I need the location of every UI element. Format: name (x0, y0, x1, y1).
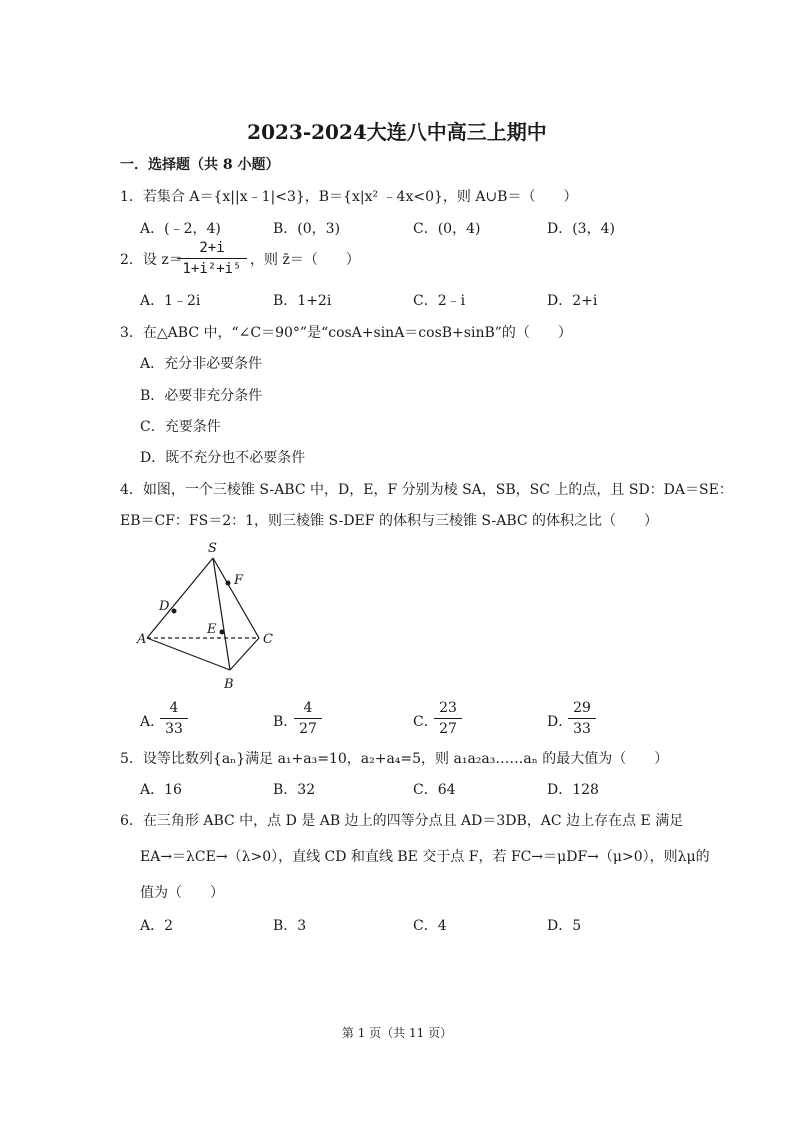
q5-option-c: C．64 (413, 782, 456, 798)
q2-option-c: C．2﹣i (413, 293, 466, 309)
fraction-bar (177, 258, 247, 259)
q4-option-d-fraction (568, 700, 596, 737)
question-2-fraction (177, 240, 247, 277)
q4-option-d-label: D． (547, 714, 573, 730)
label-E: E (207, 622, 217, 637)
section-heading: 一．选择题（共 8 小题） (120, 157, 280, 173)
q5-option-d: D．128 (547, 782, 599, 798)
point-F (226, 581, 231, 586)
denominator: 27 (439, 721, 457, 737)
q2-option-a: A．1﹣2i (140, 293, 201, 309)
question-5-text: 5．设等比数列{aₙ}满足 a₁+a₃=10，a₂+a₄=5，则 a₁a₂a₃……aₙ 的最大值为（ ） (120, 751, 669, 767)
question-6-line-2: EA→＝λCE→（λ>0），直线 CD 和直线 BE 交于点 F，若 FC→＝μDF→（μ>0），则λμ的 (140, 849, 710, 865)
denominator: 33 (573, 721, 591, 737)
q2-option-b: B．1+2i (273, 293, 332, 309)
question-3-text: 3．在△ABC 中，“∠C＝90°”是“cosA+sinA＝cosB+sinB”的（ ） (120, 325, 572, 341)
q5-option-b: B．32 (273, 782, 316, 798)
q2-option-d: D．2+i (547, 293, 598, 309)
q3-option-c: C．充要条件 (140, 419, 221, 435)
q4-option-a-label: A． (140, 714, 165, 730)
fraction-denominator: 1+i²+i⁵ (182, 261, 242, 277)
q1-option-d: D．(3，4) (547, 221, 615, 237)
question-6-line-1: 6．在三角形 ABC 中，点 D 是 AB 边上的四等分点且 AD＝3DB，AC 边上存在点 E 满足 (120, 813, 684, 829)
label-D: D (159, 599, 170, 614)
question-4-line-1: 4．如图，一个三棱锥 S-ABC 中，D，E，F 分别为棱 SA，SB，SC 上的点，且 SD：DA＝SE： (120, 482, 733, 498)
edge-SC (213, 558, 259, 638)
q3-option-b: B．必要非充分条件 (140, 388, 263, 404)
q4-option-a-fraction (160, 700, 188, 737)
question-6-line-3: 值为（ ） (140, 885, 224, 901)
q6-option-a: A．2 (140, 918, 174, 934)
edge-SA (147, 558, 213, 638)
q1-option-b: B．(0，3) (273, 221, 341, 237)
edge-AB (147, 638, 230, 670)
label-C: C (263, 632, 273, 647)
fraction-bar (160, 718, 188, 719)
q5-option-a: A．16 (140, 782, 182, 798)
page-title: 2023-2024大连八中高三上期中 (247, 120, 547, 144)
q6-option-d: D．5 (547, 918, 582, 934)
fraction-bar (568, 718, 596, 719)
label-F: F (234, 573, 244, 588)
numerator: 4 (303, 700, 313, 716)
numerator: 4 (169, 700, 179, 716)
q1-option-c: C．(0，4) (413, 221, 481, 237)
q3-option-d: D．既不充分也不必要条件 (140, 450, 306, 466)
question-2-suffix: ，则 z̄＝（ ） (250, 252, 360, 268)
page-footer: 第 1 页（共 11 页） (341, 1026, 453, 1040)
q3-option-a: A．充分非必要条件 (140, 356, 263, 372)
edge-BC (230, 638, 259, 670)
label-A: A (137, 632, 147, 647)
pyramid-figure (130, 538, 290, 693)
fraction-bar (434, 718, 462, 719)
numerator: 29 (573, 700, 591, 716)
edge-SB (213, 558, 230, 670)
q4-option-b-label: B． (273, 714, 298, 730)
question-4-line-2: EB＝CF：FS＝2：1，则三棱锥 S-DEF 的体积与三棱锥 S-ABC 的体积之比（ ） (120, 513, 659, 529)
denominator: 33 (165, 721, 183, 737)
q4-option-c-label: C． (413, 714, 438, 730)
point-E (220, 630, 225, 635)
q6-option-b: B．3 (273, 918, 307, 934)
numerator: 23 (439, 700, 457, 716)
label-B: B (224, 677, 234, 692)
question-2-prefix: 2．设 z＝ (120, 252, 183, 268)
question-1-text: 1．若集合 A＝{x||x﹣1|<3}，B＝{x|x² ﹣4x<0}，则 A∪B＝（ ） (120, 189, 578, 205)
label-S: S (208, 541, 217, 556)
q4-option-b-fraction (294, 700, 322, 737)
denominator: 27 (299, 721, 317, 737)
q1-option-a: A．(﹣2，4) (140, 221, 221, 237)
q4-option-c-fraction (434, 700, 462, 737)
q6-option-c: C．4 (413, 918, 447, 934)
fraction-bar (294, 718, 322, 719)
point-D (172, 609, 177, 614)
fraction-numerator: 2+i (199, 240, 225, 256)
